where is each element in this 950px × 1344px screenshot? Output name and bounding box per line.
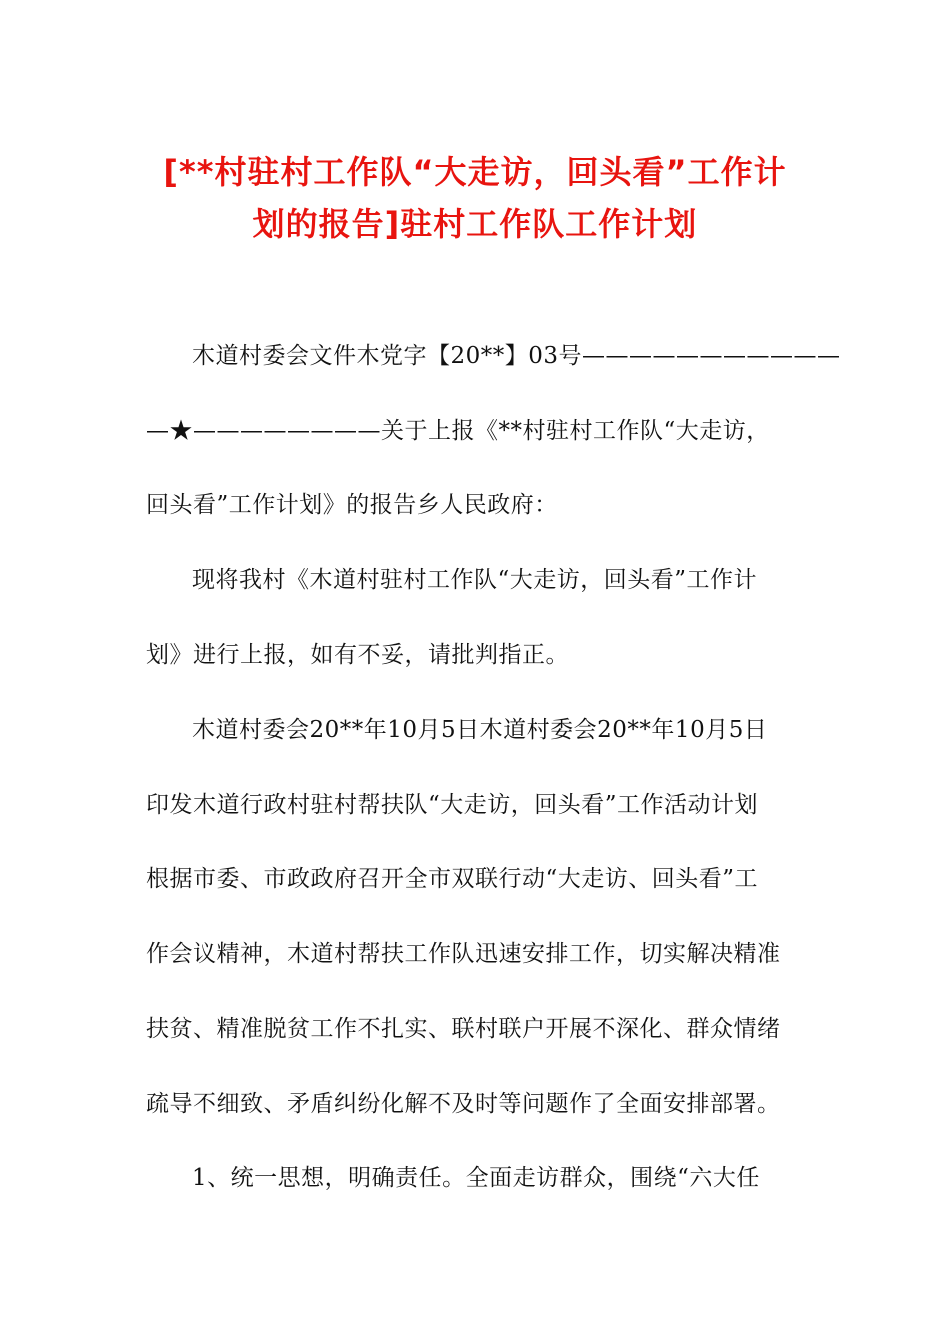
body-line: 划》进行上报，如有不妥，请批判指正。 <box>146 642 569 668</box>
body-line: —★————————关于上报《**村驻村工作队“大走访， <box>146 418 770 444</box>
body-line: 现将我村《木道村驻村工作队“大走访，回头看”工作计 <box>192 567 758 593</box>
body-line: 木道村委会20**年10月5日木道村委会20**年10月5日 <box>192 717 768 743</box>
body-line: 1、统一思想，明确责任。全面走访群众，围绕“六大任 <box>192 1165 760 1191</box>
document-title <box>120 146 830 250</box>
title-line: [**村驻村工作队“大走访，回头看”工作计 <box>163 153 787 191</box>
body-line: 根据市委、市政政府召开全市双联行动“大走访、回头看”工 <box>146 866 759 892</box>
body-line: 疏导不细致、矛盾纠纷化解不及时等问题作了全面安排部署。 <box>146 1091 781 1117</box>
body-line: 扶贫、精准脱贫工作不扎实、联村联户开展不深化、群众情绪 <box>146 1016 781 1042</box>
body-line: 回头看”工作计划》的报告乡人民政府： <box>146 492 558 518</box>
body-line: 印发木道行政村驻村帮扶队“大走访，回头看”工作活动计划 <box>146 792 759 818</box>
body-line: 木道村委会文件木党字【20**】03号——————————— <box>192 343 841 369</box>
title-line: 划的报告]驻村工作队工作计划 <box>252 205 698 243</box>
body-line: 作会议精神，木道村帮扶工作队迅速安排工作，切实解决精准 <box>146 941 781 967</box>
